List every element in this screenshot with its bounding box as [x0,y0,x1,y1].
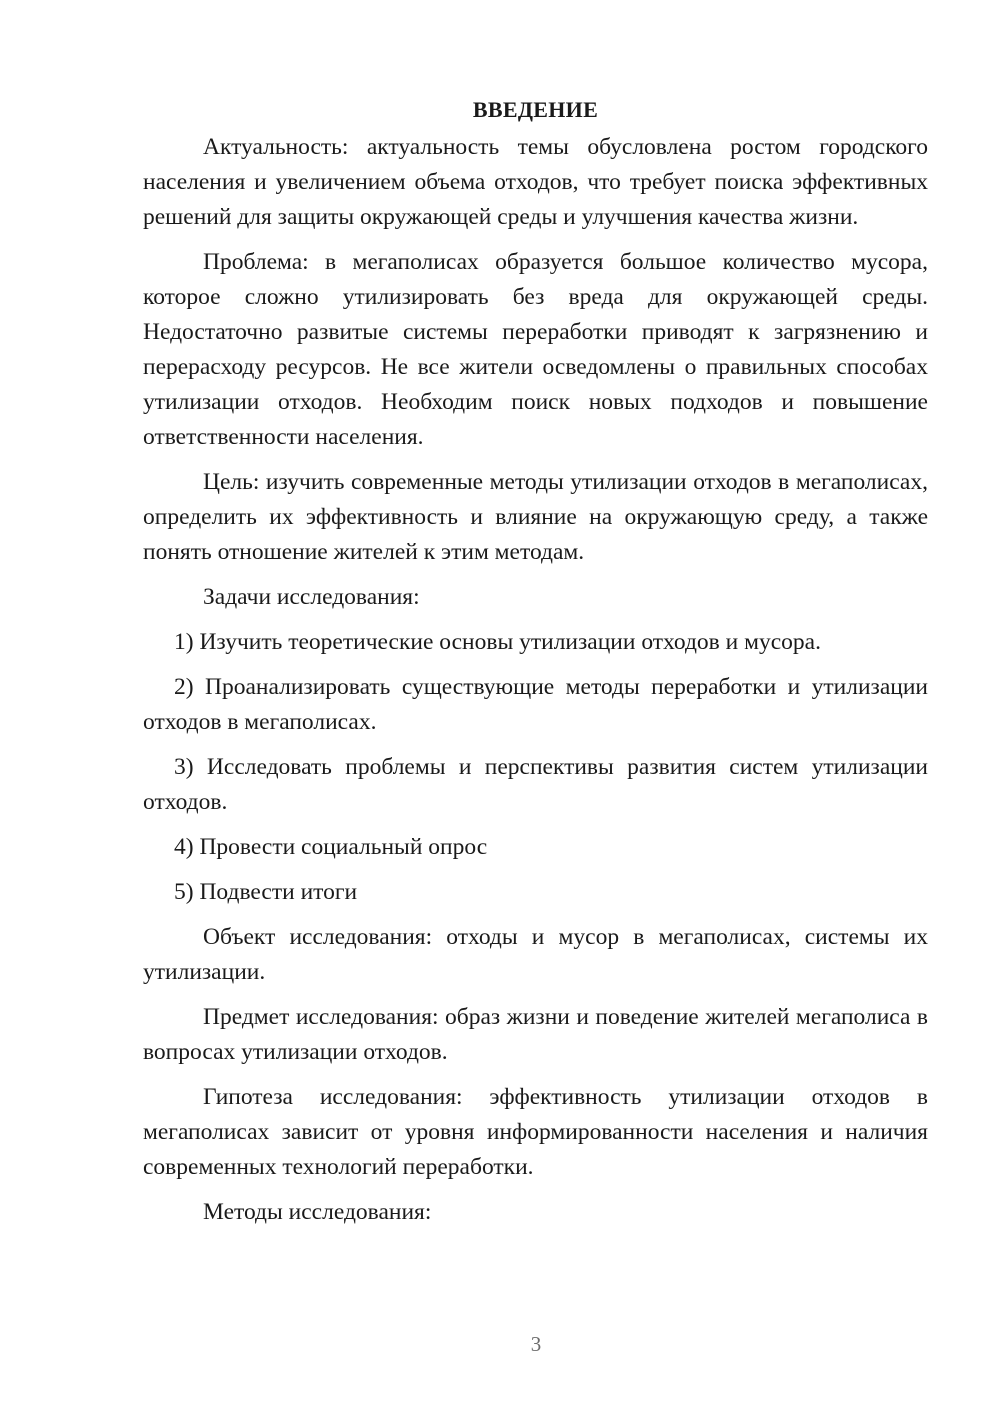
tasks-heading: Задачи исследования: [203,584,420,610]
problem-paragraph: Проблема: в мегаполисах образуется большое количество мусора, которое сложно утилизировать без вреда для окружающей среды. Недостаточно развитые системы переработки приводят к загрязнению и перерасходу ресурсов. Не все жители осведомлены о правильных способах утилизации отходов. Необходим поиск новых подходов и повышение ответственности населения. [143,249,928,450]
methods-heading: Методы исследования: [203,1199,432,1225]
task-item-1: 1) Изучить теоретические основы утилизации отходов и мусора. [174,629,821,655]
object-paragraph: Объект исследования: отходы и мусор в мегаполисах, системы их утилизации. [143,924,928,985]
task-item-2: 2) Проанализировать существующие методы переработки и утилизации отходов в мегаполисах. [143,674,928,735]
document-page [143,92,928,1240]
section-title: ВВЕДЕНИЕ [472,97,599,122]
subject-paragraph: Предмет исследования: образ жизни и поведение жителей мегаполиса в вопросах утилизации отходов. [143,1004,928,1065]
hypothesis-paragraph: Гипотеза исследования: эффективность утилизации отходов в мегаполисах зависит от уровня информированности населения и наличия современных технологий переработки. [143,1084,928,1180]
goal-paragraph: Цель: изучить современные методы утилизации отходов в мегаполисах, определить их эффективность и влияние на окружающую среду, а также понять отношение жителей к этим методам. [143,469,928,565]
task-item-5: 5) Подвести итоги [174,879,358,905]
task-item-4: 4) Провести социальный опрос [174,834,488,860]
page-number: 3 [530,1332,542,1356]
task-item-3: 3) Исследовать проблемы и перспективы развития систем утилизации отходов. [143,754,928,815]
relevance-paragraph: Актуальность: актуальность темы обусловлена ростом городского населения и увеличением объема отходов, что требует поиска эффективных решений для защиты окружающей среды и улучшения качества жизни. [143,134,928,230]
